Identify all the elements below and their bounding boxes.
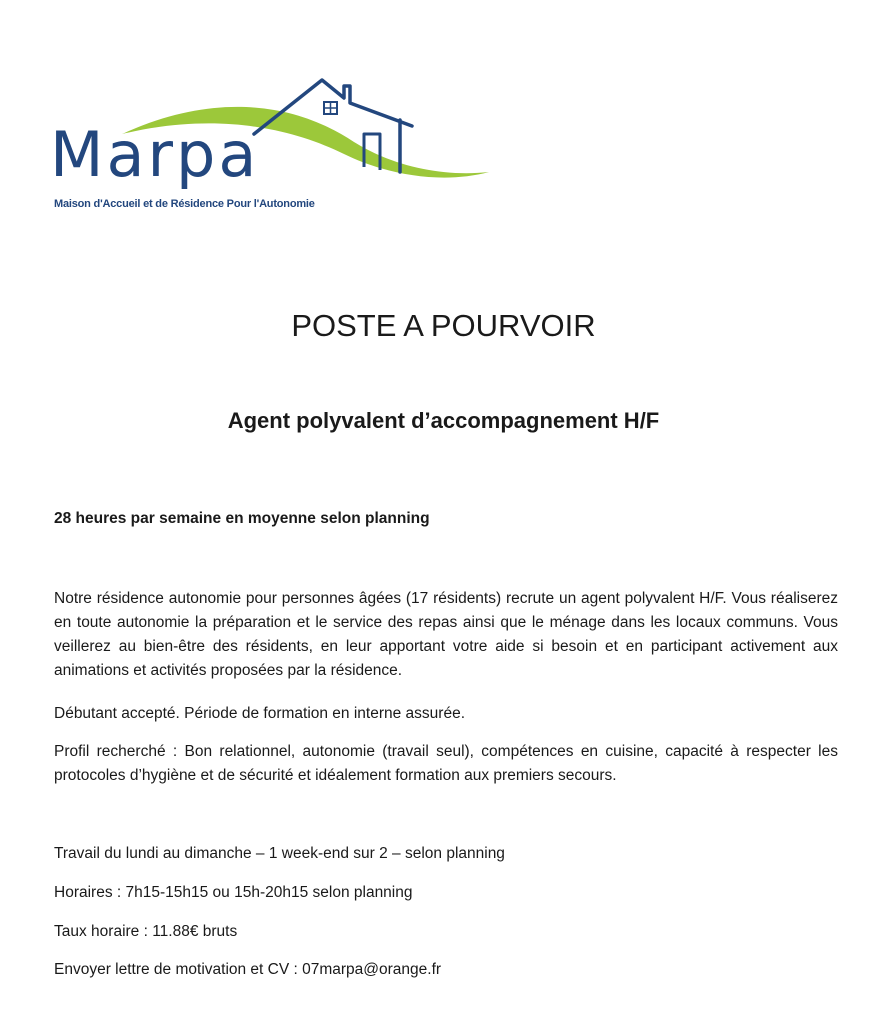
contact-line: Envoyer lettre de motivation et CV : 07marpa@orange.fr bbox=[54, 961, 442, 978]
brand-tagline: Maison d'Accueil et de Résidence Pour l'Autonomie bbox=[54, 198, 315, 210]
training-paragraph: Débutant accepté. Période de formation en interne assurée. bbox=[54, 705, 466, 722]
marpa-logo bbox=[44, 72, 494, 222]
schedule-line: Travail du lundi au dimanche – 1 week-end sur 2 – selon planning bbox=[54, 845, 505, 862]
description-paragraph: Notre résidence autonomie pour personnes âgées (17 résidents) recrute un agent polyvalent H/F. Vous réaliserez en toute autonomie la préparation et le service des repas ainsi que le ménage dans les locaux communs. Vous veillerez au bien-être des résidents, en leur apportant votre aide si besoin et en participant activement aux animations et activités proposées par la résidence. bbox=[54, 590, 838, 679]
working-hours: 28 heures par semaine en moyenne selon planning bbox=[54, 510, 430, 527]
profile-paragraph: Profil recherché : Bon relationnel, autonomie (travail seul), compétences en cuisine, capacité à respecter les protocoles d’hygiène et de sécurité et idéalement formation aux premiers secours. bbox=[54, 743, 838, 784]
brand-name: Marpa bbox=[50, 118, 260, 191]
wage-line: Taux horaire : 11.88€ bruts bbox=[54, 923, 238, 940]
document-title: POSTE A POURVOIR bbox=[291, 308, 596, 343]
hours-line: Horaires : 7h15-15h15 ou 15h-20h15 selon planning bbox=[54, 884, 413, 901]
job-title: Agent polyvalent d’accompagnement H/F bbox=[227, 408, 660, 433]
